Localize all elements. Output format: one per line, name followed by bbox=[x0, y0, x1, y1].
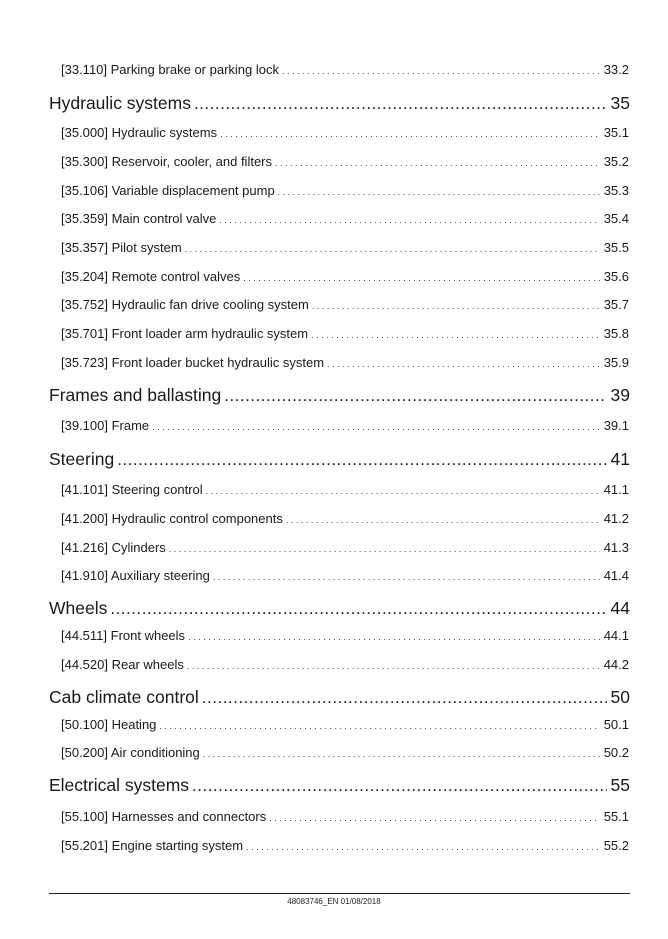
toc-entry-page: 55.2 bbox=[603, 838, 629, 853]
toc-dot-leader bbox=[110, 599, 606, 619]
toc-entry[interactable] bbox=[61, 628, 629, 646]
toc-chapter-page: 50 bbox=[610, 687, 630, 707]
toc-chapter-title: Wheels bbox=[49, 598, 108, 618]
toc-entry[interactable] bbox=[61, 326, 629, 344]
toc-entry-title: [35.723] Front loader bucket hydraulic system bbox=[61, 355, 325, 370]
toc-entry-page: 35.9 bbox=[603, 355, 629, 370]
toc-entry[interactable] bbox=[61, 183, 629, 201]
toc-dot-leader bbox=[219, 215, 599, 225]
toc-dot-leader bbox=[286, 515, 600, 525]
toc-entry-title: [41.216] Cylinders bbox=[61, 540, 166, 555]
toc-entry-page: 41.1 bbox=[603, 482, 629, 497]
toc-entry-title: [35.359] Main control valve bbox=[61, 211, 217, 226]
toc-entry[interactable] bbox=[61, 125, 629, 143]
toc-entry-title: [55.100] Harnesses and connectors bbox=[61, 809, 267, 824]
footer-document-id: 48083746_EN 01/08/2018 bbox=[287, 897, 381, 906]
toc-dot-leader bbox=[152, 422, 600, 432]
toc-dot-leader bbox=[185, 244, 600, 254]
toc-entry-title: [35.357] Pilot system bbox=[61, 240, 182, 255]
toc-chapter[interactable] bbox=[49, 598, 630, 622]
toc-entry-title: [33.110] Parking brake or parking lock bbox=[61, 62, 279, 77]
toc-chapter-page: 35 bbox=[610, 93, 630, 113]
toc-entry[interactable] bbox=[61, 240, 629, 258]
toc-dot-leader bbox=[269, 813, 599, 823]
toc-entry-title: [50.100] Heating bbox=[61, 717, 157, 732]
toc-entry[interactable] bbox=[61, 657, 629, 675]
toc-entry-page: 35.6 bbox=[603, 269, 629, 284]
toc-dot-leader bbox=[159, 721, 599, 731]
toc-entry-title: [35.000] Hydraulic systems bbox=[61, 125, 218, 140]
toc-entry-title: [44.511] Front wheels bbox=[61, 628, 186, 643]
toc-dot-leader bbox=[275, 158, 600, 168]
toc-dot-leader bbox=[213, 572, 600, 582]
toc-chapter[interactable] bbox=[49, 775, 630, 799]
toc-entry-title: [35.106] Variable displacement pump bbox=[61, 183, 275, 198]
toc-dot-leader bbox=[188, 632, 600, 642]
toc-entry[interactable] bbox=[61, 62, 629, 80]
toc-dot-leader bbox=[194, 94, 607, 114]
toc-entry-title: [35.204] Remote control valves bbox=[61, 269, 241, 284]
toc-dot-leader bbox=[327, 359, 600, 369]
toc-chapter-title: Steering bbox=[49, 449, 115, 469]
toc-chapter-title: Cab climate control bbox=[49, 687, 199, 707]
toc-dot-leader bbox=[220, 129, 600, 139]
toc-entry-page: 35.5 bbox=[603, 240, 629, 255]
toc-entry[interactable] bbox=[61, 511, 629, 529]
toc-entry-page: 41.2 bbox=[603, 511, 629, 526]
toc-entry-page: 35.4 bbox=[603, 211, 629, 226]
footer-divider bbox=[49, 893, 630, 894]
toc-chapter-title: Electrical systems bbox=[49, 775, 190, 795]
toc-dot-leader bbox=[117, 450, 606, 470]
toc-entry-title: [41.910] Auxiliary steering bbox=[61, 568, 210, 583]
toc-entry[interactable] bbox=[61, 745, 629, 763]
toc-dot-leader bbox=[312, 301, 600, 311]
toc-chapter-page: 39 bbox=[610, 385, 630, 405]
toc-dot-leader bbox=[187, 661, 600, 671]
toc-dot-leader bbox=[278, 187, 600, 197]
toc-entry[interactable] bbox=[61, 418, 629, 436]
toc-entry[interactable] bbox=[61, 717, 629, 735]
toc-entry-title: [55.201] Engine starting system bbox=[61, 838, 244, 853]
toc-entry-page: 35.8 bbox=[603, 326, 629, 341]
toc-chapter-title: Frames and ballasting bbox=[49, 385, 222, 405]
toc-entry-title: [41.101] Steering control bbox=[61, 482, 203, 497]
toc-chapter-page: 55 bbox=[610, 775, 630, 795]
toc-dot-leader bbox=[246, 842, 600, 852]
toc-entry-title: [35.752] Hydraulic fan drive cooling system bbox=[61, 297, 309, 312]
toc-entry[interactable] bbox=[61, 568, 629, 586]
toc-dot-leader bbox=[224, 386, 606, 406]
toc-entry-page: 35.7 bbox=[603, 297, 629, 312]
toc-entry-page: 35.1 bbox=[603, 125, 629, 140]
toc-entry-page: 44.1 bbox=[603, 628, 629, 643]
toc-dot-leader bbox=[169, 544, 600, 554]
toc-dot-leader bbox=[311, 330, 600, 340]
toc-dot-leader bbox=[192, 776, 607, 796]
toc-chapter-page: 41 bbox=[610, 449, 630, 469]
toc-entry[interactable] bbox=[61, 838, 629, 856]
toc-chapter[interactable] bbox=[49, 93, 630, 117]
toc-entry-page: 44.2 bbox=[603, 657, 629, 672]
toc-entry[interactable] bbox=[61, 355, 629, 373]
toc-entry-page: 50.2 bbox=[603, 745, 629, 760]
toc-entry[interactable] bbox=[61, 482, 629, 500]
toc-entry-page: 33.2 bbox=[603, 62, 629, 77]
toc-entry-page: 41.3 bbox=[603, 540, 629, 555]
toc-entry-title: [44.520] Rear wheels bbox=[61, 657, 184, 672]
toc-chapter-page: 44 bbox=[610, 598, 630, 618]
toc-entry-title: [41.200] Hydraulic control components bbox=[61, 511, 283, 526]
toc-entry[interactable] bbox=[61, 211, 629, 229]
toc-chapter[interactable] bbox=[49, 385, 630, 409]
toc-dot-leader bbox=[243, 273, 599, 283]
toc-dot-leader bbox=[282, 66, 600, 76]
toc-entry-title: [35.300] Reservoir, cooler, and filters bbox=[61, 154, 273, 169]
toc-chapter[interactable] bbox=[49, 687, 630, 711]
toc-entry-title: [50.200] Air conditioning bbox=[61, 745, 200, 760]
toc-entry[interactable] bbox=[61, 540, 629, 558]
toc-entry[interactable] bbox=[61, 809, 629, 827]
toc-entry-page: 50.1 bbox=[603, 717, 629, 732]
toc-entry-page: 39.1 bbox=[603, 418, 629, 433]
toc-entry[interactable] bbox=[61, 154, 629, 172]
toc-dot-leader bbox=[202, 688, 607, 708]
toc-entry[interactable] bbox=[61, 269, 629, 287]
toc-chapter[interactable] bbox=[49, 449, 630, 473]
toc-entry-page: 55.1 bbox=[603, 809, 629, 824]
toc-entry-page: 41.4 bbox=[603, 568, 629, 583]
toc-chapter-title: Hydraulic systems bbox=[49, 93, 191, 113]
toc-entry[interactable] bbox=[61, 297, 629, 315]
toc-dot-leader bbox=[206, 486, 600, 496]
toc-entry-page: 35.2 bbox=[603, 154, 629, 169]
toc-entry-title: [35.701] Front loader arm hydraulic system bbox=[61, 326, 309, 341]
toc-entry-title: [39.100] Frame bbox=[61, 418, 150, 433]
toc-dot-leader bbox=[203, 749, 600, 759]
toc-entry-page: 35.3 bbox=[603, 183, 629, 198]
